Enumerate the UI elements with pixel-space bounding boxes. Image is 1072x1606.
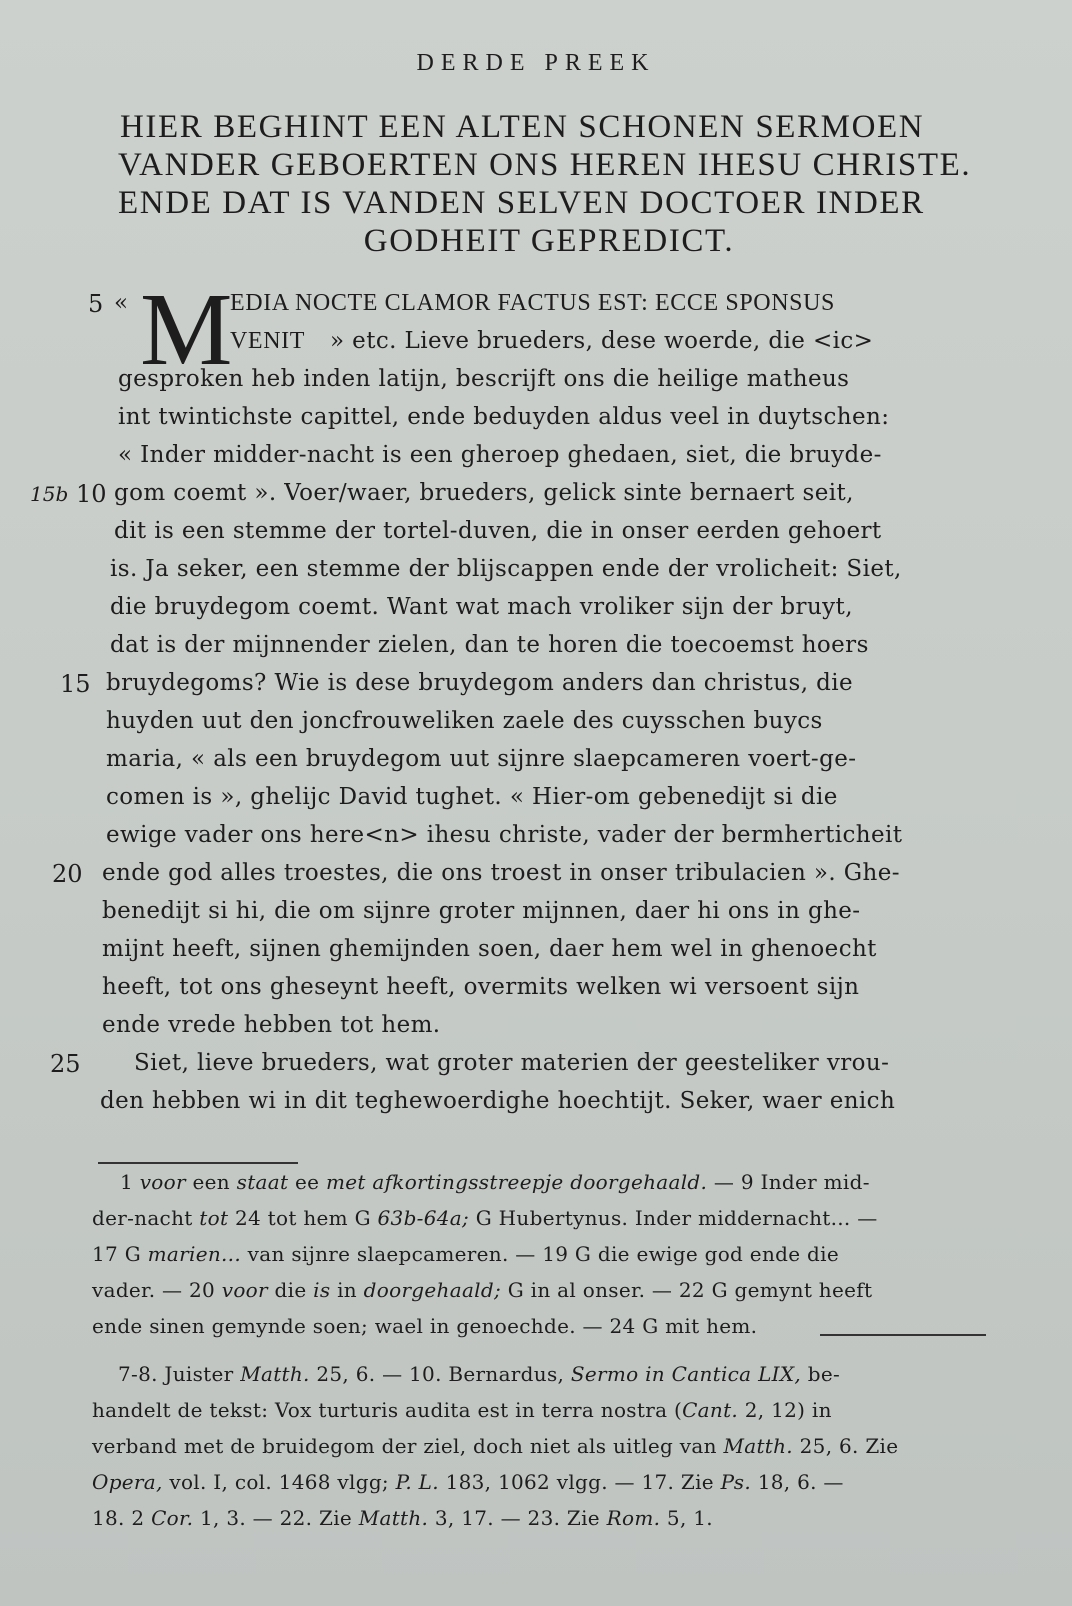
- line-number: 25: [50, 1050, 81, 1078]
- apparatus-fragment: voor: [139, 1170, 186, 1194]
- text-line-content: ewige vader ons here<n> ihesu christe, vader der bermherticheit: [106, 822, 903, 848]
- source-fragment: 3, 17. — 23. Zie: [434, 1506, 600, 1530]
- text-line-content: is. Ja seker, een stemme der blijscappen ende der vrolicheit: Siet,: [110, 556, 902, 582]
- text-line-content: den hebben wi in dit teghewoerdighe hoechtijt. Seker, waer enich: [100, 1088, 896, 1114]
- apparatus-fragment: G Hubertynus. Inder middernacht... —: [475, 1206, 878, 1230]
- apparatus-fragment: een: [192, 1170, 230, 1194]
- source-fragment: 7-8. Juister: [118, 1362, 234, 1386]
- apparatus-fragment: doorgehaald;: [363, 1278, 502, 1302]
- text-line: [0, 974, 1072, 1011]
- text-line-content: dit is een stemme der tortel-duven, die in onser eerden gehoert: [114, 518, 882, 544]
- apparatus-fragment: marien...: [147, 1242, 241, 1266]
- text-line-content: int twintichste capittel, ende beduyden aldus veel in duytschen:: [118, 404, 890, 430]
- text-line-content: gom coemt ». Voer/waer, brueders, gelick sinte bernaert seit,: [114, 480, 854, 506]
- source-fragment: 18. 2: [92, 1506, 145, 1530]
- text-line-content: « Inder midder-nacht is een gheroep ghedaen, siet, die bruyde-: [118, 442, 882, 468]
- text-line: [0, 632, 1072, 669]
- source-line: [92, 1470, 844, 1494]
- source-fragment: 18, 6. —: [757, 1470, 844, 1494]
- text-line: [0, 442, 1072, 479]
- text-line: [0, 480, 1072, 517]
- text-line-content: benedijt si hi, die om sijnre groter mijnnen, daer hi ons in ghe-: [102, 898, 861, 924]
- source-fragment: 183, 1062 vlgg. — 17. Zie: [445, 1470, 714, 1494]
- source-fragment: 25, 6. Zie: [799, 1434, 899, 1458]
- text-line: [0, 556, 1072, 593]
- opening-quote: «: [114, 290, 129, 316]
- apparatus-fragment: 24 tot hem G: [234, 1206, 371, 1230]
- apparatus-line: [92, 1206, 878, 1230]
- text-line-content: heeft, tot ons gheseynt heeft, overmits welken wi versoent sijn: [102, 974, 860, 1000]
- heading-line-2: VANDER GEBOERTEN ONS HEREN IHESU CHRISTE.: [118, 147, 972, 183]
- line-number: 20: [52, 860, 83, 888]
- apparatus-fragment: der-nacht: [92, 1206, 193, 1230]
- text-line-content: dat is der mijnnender zielen, dan te horen die toecoemst hoers: [110, 632, 869, 658]
- text-line-content: Siet, lieve brueders, wat groter materien der geesteliker vrou-: [134, 1050, 890, 1076]
- source-fragment: Sermo in Cantica LIX,: [570, 1362, 802, 1386]
- apparatus-end-rule: [820, 1334, 986, 1336]
- text-line: [0, 1012, 1072, 1049]
- text-line-content: EDIA NOCTE CLAMOR FACTUS EST: ECCE SPONSUS: [230, 290, 835, 316]
- source-fragment: 1, 3. — 22. Zie: [200, 1506, 353, 1530]
- apparatus-fragment: 1: [120, 1170, 134, 1194]
- source-fragment: verband met de bruidegom der ziel, doch niet als uitleg van: [92, 1434, 717, 1458]
- source-line: [92, 1398, 832, 1422]
- text-line: [0, 708, 1072, 745]
- heading-line-4: GODHEIT GEPREDICT.: [363, 223, 735, 259]
- heading-line-3: ENDE DAT IS VANDEN SELVEN DOCTOER INDER: [118, 185, 925, 221]
- text-line: [0, 518, 1072, 555]
- apparatus-fragment: die: [274, 1278, 307, 1302]
- apparatus-fragment: 17 G: [92, 1242, 141, 1266]
- apparatus-fragment: tot: [199, 1206, 229, 1230]
- apparatus-fragment: in: [337, 1278, 357, 1302]
- source-fragment: 2, 12) in: [744, 1398, 832, 1422]
- apparatus-fragment: vader. — 20: [92, 1278, 216, 1302]
- source-fragment: Rom.: [606, 1506, 661, 1530]
- apparatus-line: [92, 1278, 872, 1302]
- source-fragment: Cant.: [682, 1398, 739, 1422]
- text-line-content: ende vrede hebben tot hem.: [102, 1012, 441, 1038]
- apparatus-line: [92, 1314, 757, 1338]
- apparatus-divider: [98, 1162, 298, 1164]
- source-fragment: 25, 6. — 10. Bernardus,: [316, 1362, 565, 1386]
- text-line-content: ende god alles troestes, die ons troest in onser tribulacien ». Ghe-: [102, 860, 900, 886]
- apparatus-fragment: van sijnre slaepcameren. — 19 G die ewige god ende die: [247, 1242, 839, 1266]
- text-line-content: huyden uut den joncfrouweliken zaele des cuysschen buycs: [106, 708, 823, 734]
- apparatus-fragment: G in al onser. — 22 G gemynt heeft: [507, 1278, 873, 1302]
- source-fragment: 5, 1.: [666, 1506, 713, 1530]
- text-line-content: comen is », ghelijc David tughet. « Hier-om gebenedijt si die: [106, 784, 838, 810]
- text-line: [0, 822, 1072, 859]
- text-line: [0, 328, 1072, 365]
- text-line-content: VENIT: [230, 328, 305, 354]
- source-fragment: Cor.: [151, 1506, 194, 1530]
- text-line: [0, 746, 1072, 783]
- source-fragment: Matth.: [723, 1434, 793, 1458]
- folio-reference: 15b: [30, 482, 69, 506]
- apparatus-fragment: ee: [295, 1170, 320, 1194]
- line-number: 5: [88, 290, 104, 318]
- text-line-content: gesproken heb inden latijn, bescrijft ons die heilige matheus: [118, 366, 850, 392]
- line-number: 10: [76, 480, 107, 508]
- text-line-content: maria, « als een bruydegom uut sijnre slaepcameren voert-ge-: [106, 746, 857, 772]
- apparatus-fragment: ende sinen gemynde soen; wael in genoechde. — 24 G mit hem.: [92, 1314, 758, 1338]
- apparatus-fragment: voor: [221, 1278, 268, 1302]
- text-line: [0, 936, 1072, 973]
- source-line: [118, 1362, 840, 1386]
- text-line-content: mijnt heeft, sijnen ghemijnden soen, daer hem wel in ghenoecht: [102, 936, 877, 962]
- apparatus-fragment: is: [313, 1278, 331, 1302]
- text-line: [0, 860, 1072, 897]
- source-fragment: Opera,: [92, 1470, 163, 1494]
- text-line: [0, 898, 1072, 935]
- text-line-content: die bruydegom coemt. Want wat mach vroliker sijn der bruyt,: [110, 594, 853, 620]
- source-fragment: Matth.: [240, 1362, 310, 1386]
- source-line: [92, 1434, 898, 1458]
- text-line-content: bruydegoms? Wie is dese bruydegom anders dan christus, die: [106, 670, 854, 696]
- apparatus-line: [120, 1170, 870, 1194]
- apparatus-line: [92, 1242, 839, 1266]
- heading-line-1: HIER BEGHINT EEN ALTEN SCHONEN SERMOEN: [120, 109, 925, 145]
- text-line-content: » etc. Lieve brueders, dese woerde, die <ic>: [330, 328, 874, 354]
- text-line: [0, 404, 1072, 441]
- text-line: [0, 594, 1072, 631]
- source-fragment: Matth.: [358, 1506, 429, 1530]
- text-line: [0, 1088, 1072, 1125]
- apparatus-fragment: — 9 Inder mid-: [713, 1170, 870, 1194]
- text-line: [0, 784, 1072, 821]
- source-fragment: vol. I, col. 1468 vlgg;: [169, 1470, 389, 1494]
- source-fragment: be-: [807, 1362, 841, 1386]
- drop-cap: M: [140, 272, 233, 387]
- text-line: [0, 670, 1072, 707]
- text-line: [0, 1050, 1072, 1087]
- source-line: [92, 1506, 713, 1530]
- source-fragment: P. L.: [395, 1470, 439, 1494]
- source-fragment: handelt de tekst: Vox turturis audita est in terra nostra (: [92, 1398, 683, 1422]
- line-number: 15: [60, 670, 91, 698]
- text-line: [0, 366, 1072, 403]
- apparatus-fragment: met afkortingsstreepje doorgehaald.: [325, 1170, 708, 1194]
- running-head: DERDE PREEK: [416, 50, 656, 76]
- apparatus-fragment: staat: [236, 1170, 289, 1194]
- apparatus-fragment: 63b-64a;: [377, 1206, 470, 1230]
- sermon-heading: [118, 108, 980, 260]
- source-fragment: Ps.: [720, 1470, 752, 1494]
